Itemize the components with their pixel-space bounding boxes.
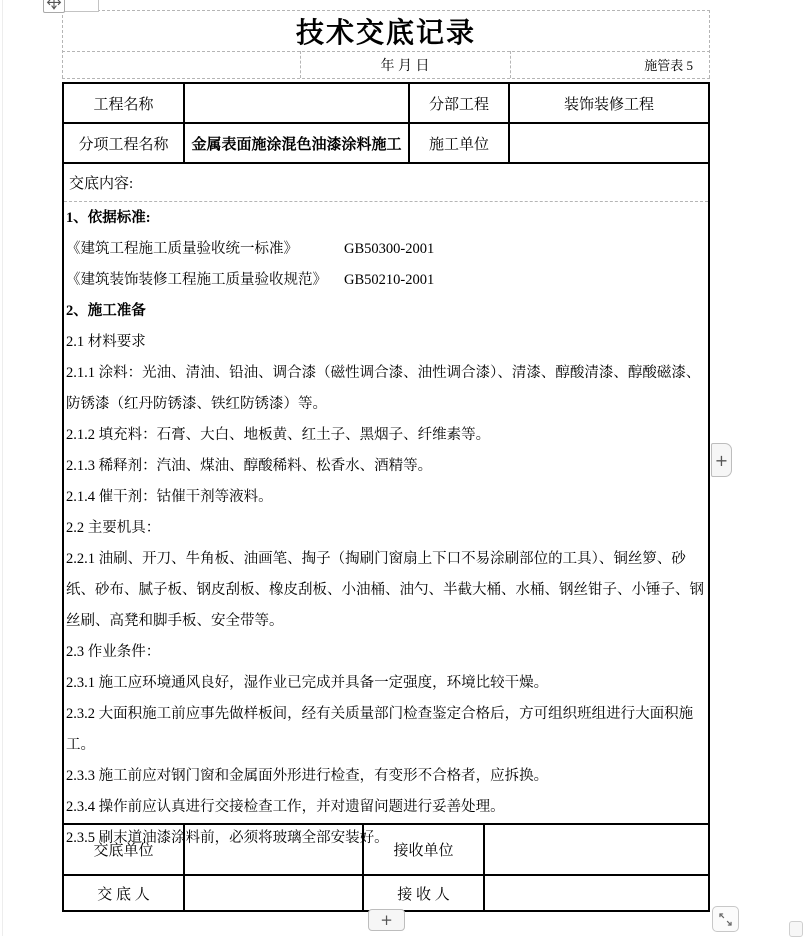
- content-paragraph: 2.3.1 施工应环境通风良好，湿作业已完成并具备一定强度，环境比较干燥。: [66, 675, 549, 691]
- value-subitem-name: 金属表面施涂混色油漆涂料施工: [191, 136, 402, 153]
- label-subitem-name: 分项工程名称: [78, 136, 169, 153]
- content-gridline: [64, 201, 708, 202]
- content-paragraph: 2.3.5 刷末道油漆涂料前，必须将玻璃全部安装好。: [66, 830, 389, 846]
- content-body[interactable]: [66, 203, 706, 846]
- content-paragraph: 2、施工准备: [66, 303, 146, 319]
- gridline-under-date: [62, 78, 710, 79]
- field-receiver[interactable]: [485, 876, 708, 910]
- label-discloser: 交 底 人: [97, 886, 150, 903]
- label-receiving-unit: 接收单位: [393, 842, 454, 859]
- insert-column-button[interactable]: +: [711, 443, 732, 477]
- corner-control-stub: [789, 921, 803, 937]
- date-line: 年 月 日: [380, 58, 430, 74]
- move-cross-icon: [46, 0, 62, 12]
- label-receiver: 接 收 人: [397, 886, 450, 903]
- page-title: 技术交底记录: [295, 17, 476, 48]
- content-paragraph: 2.1.4 催干剂：钴催干剂等液料。: [66, 489, 273, 505]
- insert-row-button[interactable]: +: [368, 909, 405, 931]
- standard-title: 《建筑装饰装修工程施工质量验收规范》: [66, 272, 327, 288]
- content-paragraph: 2.3.2 大面积施工前应事先做样板间，经有关质量部门检查鉴定合格后，方可组织班组进行大面积施工。: [66, 706, 694, 753]
- value-division-work: 装饰装修工程: [563, 96, 654, 113]
- gridline-cell-stub: [63, 0, 99, 12]
- resize-diagonal-icon: [716, 910, 735, 929]
- table-resize-handle[interactable]: [712, 906, 739, 932]
- field-receiving-unit[interactable]: [485, 825, 708, 873]
- content-paragraph: 1、依据标准:: [66, 210, 151, 226]
- field-disclosing-unit[interactable]: [185, 825, 362, 873]
- form-code: 施管表 5: [644, 58, 693, 73]
- label-project-name: 工程名称: [93, 96, 154, 113]
- label-construction-unit: 施工单位: [428, 136, 489, 153]
- field-discloser[interactable]: [185, 876, 362, 910]
- label-disclosing-unit: 交底单位: [93, 842, 154, 859]
- standard-title: 《建筑工程施工质量验收统一标准》: [66, 241, 298, 257]
- content-paragraph: 2.1.1 涂料：光油、清油、铅油、调合漆（磁性调合漆、油性调合漆）、清漆、醇酸清漆、醇酸磁漆、防锈漆（红丹防锈漆、铁红防锈漆）等。: [66, 365, 701, 412]
- content-paragraph: 2.3.3 施工前应对钢门窗和金属面外形进行检查，有变形不合格者，应拆换。: [66, 768, 549, 784]
- content-paragraph: 2.2.1 油刷、开刀、牛角板、油画笔、掏子（掏刷门窗扇上下口不易涂刷部位的工具）、铜丝箩、砂纸、砂布、腻子板、钢皮刮板、橡皮刮板、小油桶、油勺、半截大桶、水桶、钢丝钳子、小锤子、钢丝刷、高凳和脚手板、安全带等。: [66, 551, 704, 629]
- table-move-handle[interactable]: [43, 0, 65, 13]
- content-paragraph: 2.1.3 稀释剂：汽油、煤油、醇酸稀料、松香水、酒精等。: [66, 458, 433, 474]
- standard-code: GB50210-2001: [344, 272, 435, 288]
- field-project-name[interactable]: [185, 84, 408, 122]
- field-construction-unit[interactable]: [510, 124, 708, 162]
- content-paragraph: 2.2 主要机具：: [66, 520, 161, 536]
- content-paragraph: 2.1.2 填充料：石膏、大白、地板黄、红土子、黑烟子、纤维素等。: [66, 427, 491, 443]
- content-paragraph: 2.3.4 操作前应认真进行交接检查工作，并对遗留问题进行妥善处理。: [66, 799, 505, 815]
- label-disclosure-content: 交底内容:: [69, 175, 134, 192]
- content-paragraph: [66, 265, 706, 296]
- label-division-work: 分部工程: [428, 96, 489, 113]
- content-paragraph: 2.3 作业条件：: [66, 644, 161, 660]
- window-edge-line: [2, 0, 3, 936]
- content-paragraph: 2.1 材料要求: [66, 334, 146, 350]
- content-paragraph: [66, 234, 706, 265]
- standard-code: GB50300-2001: [344, 241, 435, 257]
